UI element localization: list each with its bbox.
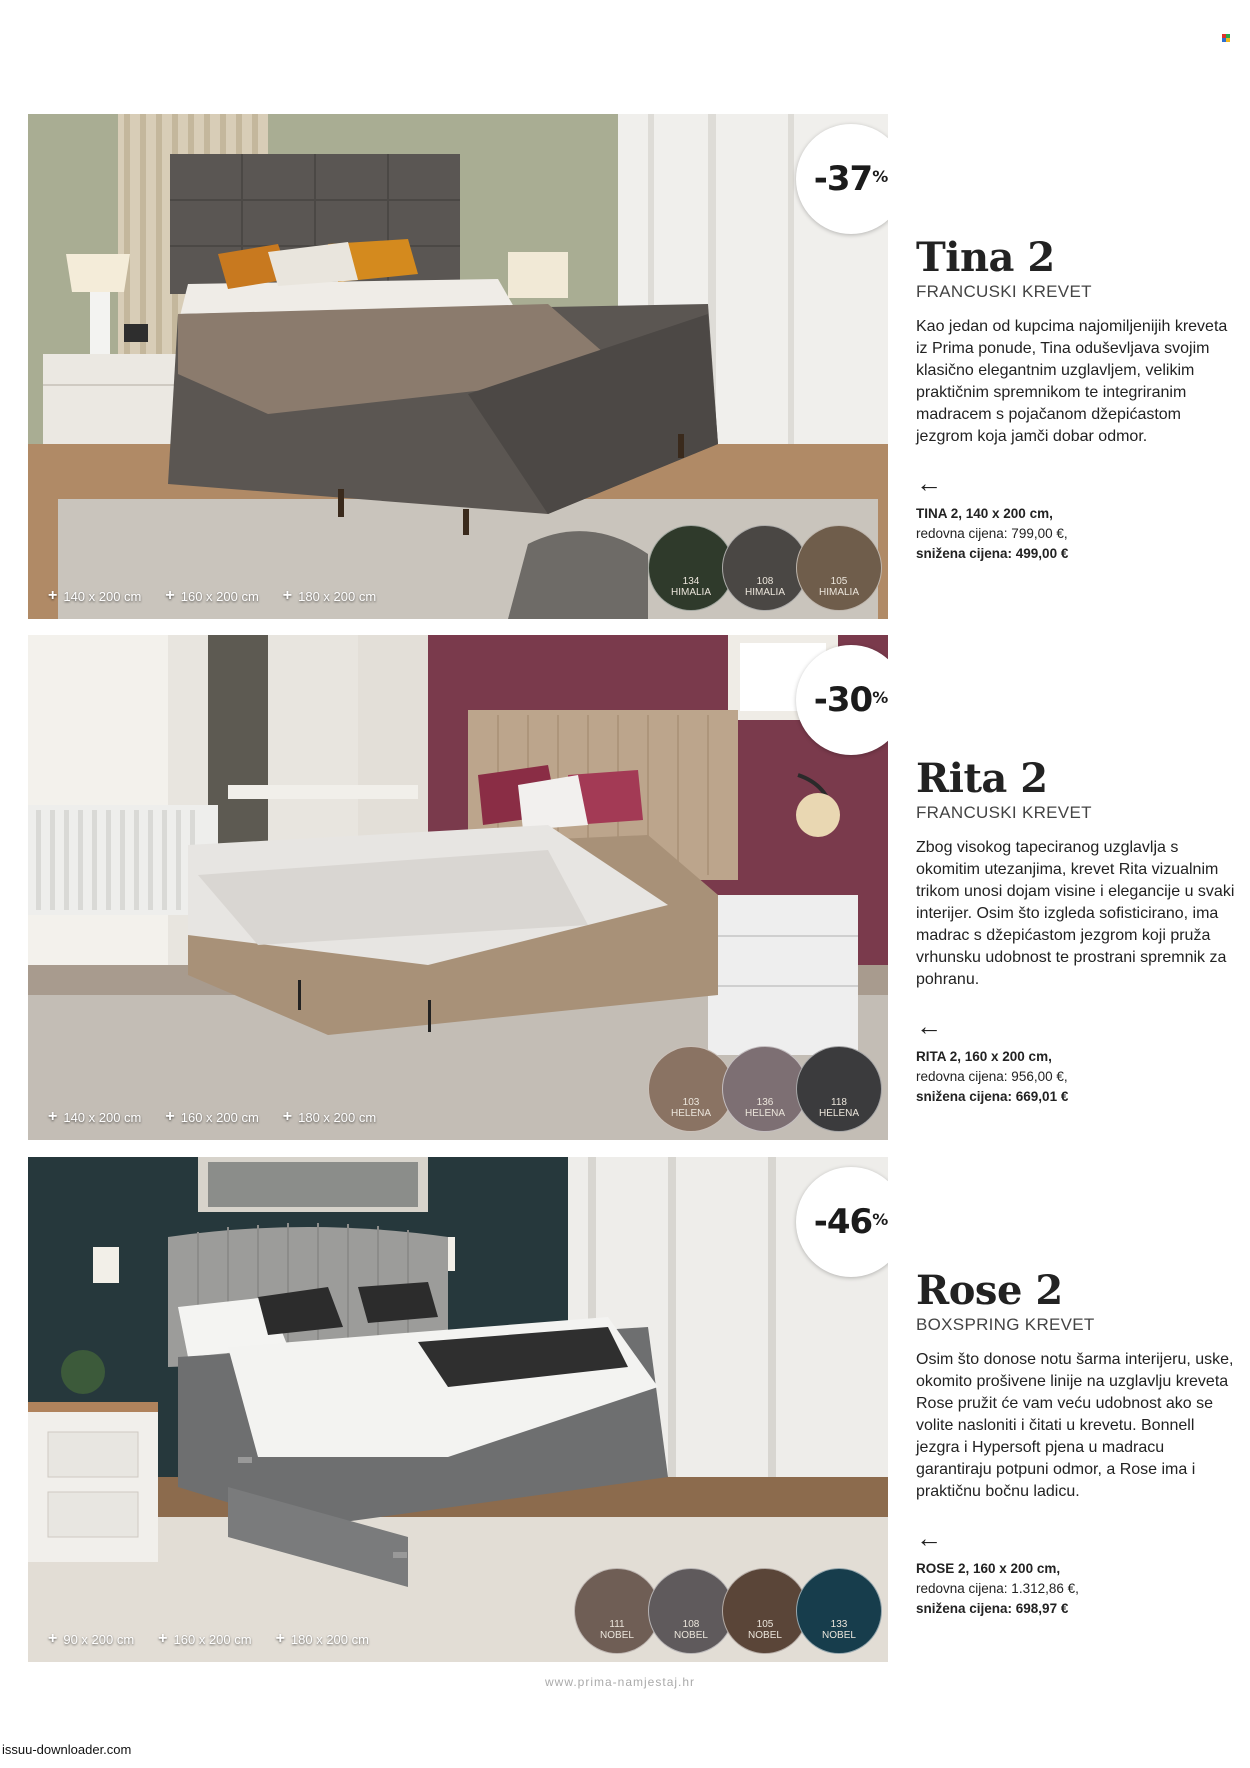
plus-icon: + xyxy=(158,1630,168,1647)
fabric-swatch: 103 HELENA xyxy=(648,1046,734,1132)
size-option: + 140 x 200 cm xyxy=(48,587,142,604)
plus-icon: + xyxy=(48,587,58,604)
product-description: Osim što donose notu šarma interijeru, uske, okomito prošivene linije na uzglavlju kreveta Rose pružit će vam veću udobnost ako se volite nasloniti i čitati u krevetu. Bonnell jezgra i Hypersoft pjena u madracu garantiraju potpuni odmor, a Rose ima i praktičnu bočnu ladicu. xyxy=(916,1351,1234,1500)
price-model: RITA 2, 160 x 200 cm, xyxy=(916,1049,1052,1064)
fabric-swatch: 105 HIMALIA xyxy=(796,525,882,611)
size-options xyxy=(48,1630,369,1648)
product-title: Tina 2 xyxy=(916,234,1055,281)
fabric-swatches xyxy=(660,525,882,611)
price-regular: redovna cijena: 799,00 €, xyxy=(916,526,1068,541)
plus-icon: + xyxy=(275,1630,285,1647)
fabric-swatches xyxy=(660,1046,882,1132)
fabric-swatches xyxy=(586,1568,882,1654)
arrow-left-icon: ← xyxy=(916,1523,942,1553)
plus-icon: + xyxy=(48,1630,58,1647)
product-rose-2 xyxy=(0,1157,1250,1662)
size-option: + 160 x 200 cm xyxy=(165,1108,259,1125)
product-type: BOXSPRING KREVET xyxy=(916,1315,1095,1334)
discount-percent: % xyxy=(872,1209,888,1229)
brand-mark-icon xyxy=(1222,34,1230,42)
footer-website-link[interactable]: www.prima-namjestaj.hr xyxy=(545,1675,696,1689)
size-option: + 160 x 200 cm xyxy=(165,587,259,604)
price-sale: snižena cijena: 698,97 € xyxy=(916,1601,1069,1616)
plus-icon: + xyxy=(282,1108,293,1125)
fabric-swatch: 134 HIMALIA xyxy=(648,525,734,611)
plus-icon: + xyxy=(165,587,175,604)
price-regular: redovna cijena: 1.312,86 €, xyxy=(916,1581,1079,1596)
price-sale: snižena cijena: 499,00 € xyxy=(916,546,1069,561)
product-type: FRANCUSKI KREVET xyxy=(916,803,1092,822)
size-option: + 140 x 200 cm xyxy=(48,1108,142,1125)
price-regular: redovna cijena: 956,00 €, xyxy=(916,1069,1068,1084)
watermark-text: issuu-downloader.com xyxy=(2,1742,132,1757)
fabric-swatch: 108 HIMALIA xyxy=(722,525,808,611)
size-option: + 180 x 200 cm xyxy=(282,587,377,604)
fabric-swatch: 111 NOBEL xyxy=(574,1568,660,1654)
product-photo-tina-2 xyxy=(28,114,888,619)
fabric-swatch: 136 HELENA xyxy=(722,1046,808,1132)
discount-value: -46 xyxy=(813,1202,873,1242)
arrow-left-icon: ← xyxy=(916,1011,942,1041)
product-title: Rita 2 xyxy=(916,755,1048,802)
arrow-left-icon: ← xyxy=(916,468,942,498)
product-info xyxy=(916,1269,1236,1619)
size-option: + 180 x 200 cm xyxy=(282,1108,377,1125)
discount-value: -30 xyxy=(813,680,873,720)
discount-value: -37 xyxy=(813,159,873,199)
plus-icon: + xyxy=(165,1108,175,1125)
product-photo-rita-2 xyxy=(28,635,888,1140)
plus-icon: + xyxy=(48,1108,58,1125)
product-description: Zbog visokog tapeciranog uzglavlja s okomitim utezanjima, krevet Rita vizualnim trikom unosi dojam visine i elegancije u svaki interijer. Osim što izgleda sofisticirano, ima madrac s džepićastom jezgrom koji pruža vrhunsku udobnost te prostrani spremnik za pohranu. xyxy=(916,839,1235,988)
product-info xyxy=(916,757,1236,1107)
product-price xyxy=(916,1559,1236,1619)
product-description: Kao jedan od kupcima najomiljenijih kreveta iz Prima ponude, Tina oduševljava svojim klasično elegantnim uzglavljem, velikim praktičnim spremnikom te integriranim madracem s pojačanom džepićastom jezgrom koja jamči dobar odmor. xyxy=(916,318,1228,445)
discount-percent: % xyxy=(872,687,888,707)
size-option: + 90 x 200 cm xyxy=(48,1630,135,1647)
discount-percent: % xyxy=(872,166,888,186)
fabric-swatch: 105 NOBEL xyxy=(722,1568,808,1654)
price-model: ROSE 2, 160 x 200 cm, xyxy=(916,1561,1061,1576)
size-options xyxy=(48,1108,376,1126)
plus-icon: + xyxy=(282,587,293,604)
product-photo-rose-2 xyxy=(28,1157,888,1662)
product-info xyxy=(916,236,1236,564)
product-type: FRANCUSKI KREVET xyxy=(916,282,1092,301)
size-option: + 160 x 200 cm xyxy=(158,1630,252,1647)
fabric-swatch: 118 HELENA xyxy=(796,1046,882,1132)
product-tina-2 xyxy=(0,114,1250,619)
fabric-swatch: 133 NOBEL xyxy=(796,1568,882,1654)
price-sale: snižena cijena: 669,01 € xyxy=(916,1089,1069,1104)
price-model: TINA 2, 140 x 200 cm, xyxy=(916,506,1053,521)
size-options xyxy=(48,587,376,605)
product-price xyxy=(916,504,1236,564)
fabric-swatch: 108 NOBEL xyxy=(648,1568,734,1654)
product-title: Rose 2 xyxy=(916,1267,1063,1314)
product-rita-2 xyxy=(0,635,1250,1140)
size-option: + 180 x 200 cm xyxy=(275,1630,369,1647)
product-price xyxy=(916,1047,1236,1107)
